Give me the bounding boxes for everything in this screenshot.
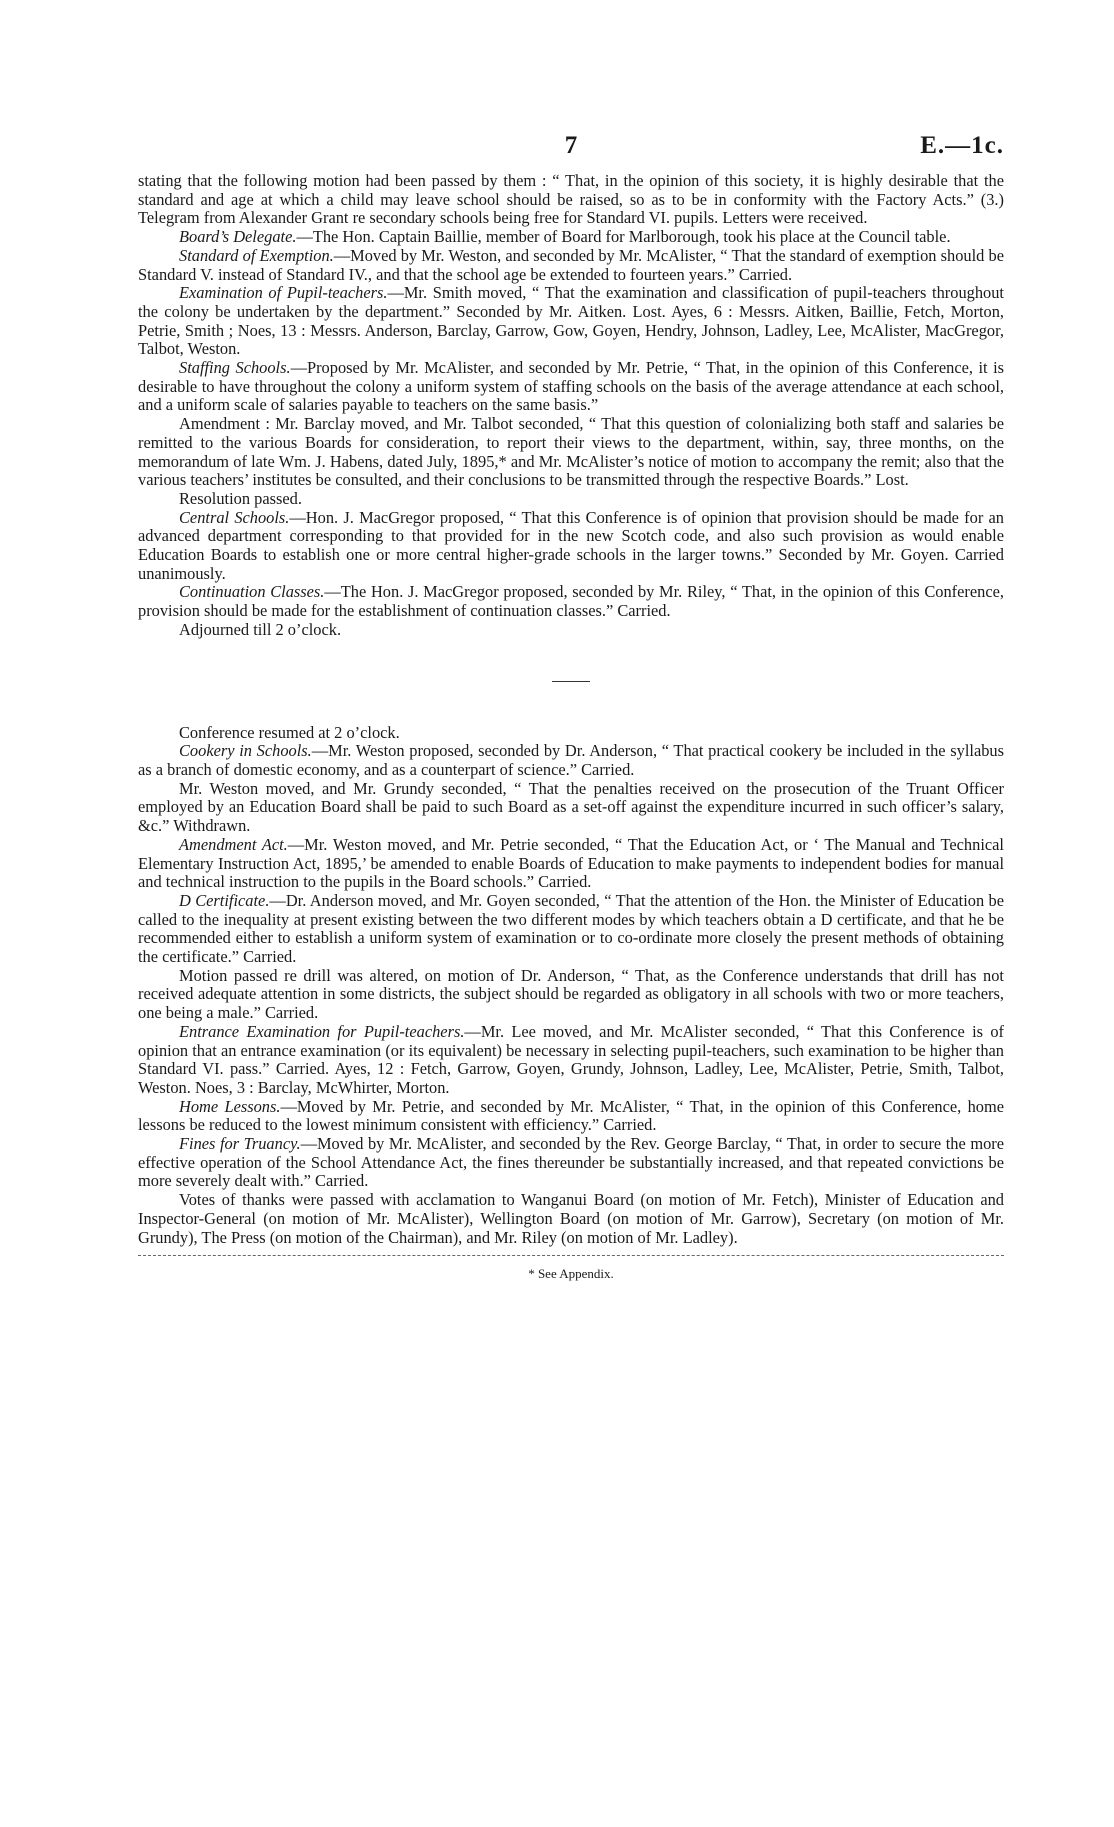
paragraph-15: [138, 967, 1004, 1023]
paragraph-text: Motion passed re drill was altered, on motion of Dr. Anderson, “ That, as the Conference understands that drill has not received adequate attention in some districts, the subject should be regarded as obligatory in all schools with two or more teachers, one being a male.” Carried.: [138, 965, 1004, 1023]
topic-heading: Examination of Pupil-teachers.: [179, 283, 388, 303]
paragraph-text: —Mr. Smith moved, “ That the examination and classification of pupil-teachers throughout the colony be undertaken by the department.” Seconded by Mr. Aitken. Lost. Ayes, 6 : Messrs. Aitken, Baillie, Fetch, Morton, Petrie, Smith ; Noes, 13 : Messrs. Anderson, Barclay, Garrow, Gow, Goyen, Hendry, Johnson, Ladley, Lee, McAlister, MacGregor, Talbot, Weston.: [138, 283, 1004, 359]
topic-heading: Amendment Act.: [179, 834, 288, 854]
topic-heading: Continuation Classes.: [179, 582, 325, 602]
page-header: [138, 132, 1004, 172]
paragraph-text: —Moved by Mr. Petrie, and seconded by Mr. McAlister, “ That, in the opinion of this Conference, home lessons be reduced to the lowest minimum consistent with efficiency.” Carried.: [138, 1096, 1004, 1135]
paragraph-4: [138, 359, 1004, 415]
topic-heading: Board’s Delegate.: [179, 227, 297, 247]
paragraph-text: —Moved by Mr. Weston, and seconded by Mr. McAlister, “ That the standard of exemption should be Standard V. instead of Standard IV., and that the school age be extended to fourteen years.” Carried.: [138, 245, 1004, 284]
paragraph-text: Votes of thanks were passed with acclamation to Wanganui Board (on motion of Mr. Fetch), Minister of Education and Inspector-General (on motion of Mr. McAlister), Wellington Board (on motion of Mr. Garrow), Secretary (on motion of Mr. Grundy), The Press (on motion of the Chairman), and Mr. Riley (on motion of Mr. Ladley).: [138, 1190, 1004, 1247]
topic-heading: Standard of Exemption.: [179, 245, 334, 265]
paragraph-text: stating that the following motion had been passed by them : “ That, in the opinion of this society, it is highly desirable that the standard and age at which a child may leave school should be raised, so as to be in conformity with the Factory Acts.” (3.) Telegram from Alexander Grant re secondary schools being free for Standard VI. pupils. Letters were received.: [138, 171, 1004, 228]
paragraph-text: Conference resumed at 2 o’clock.: [179, 722, 400, 742]
paragraph-18: [138, 1135, 1004, 1191]
paragraph-text: Resolution passed.: [179, 488, 302, 508]
paragraph-5: [138, 415, 1004, 490]
paragraph-12: [138, 780, 1004, 836]
footnote: * See Appendix.: [528, 1266, 614, 1282]
paragraph-text: —Mr. Weston moved, and Mr. Petrie seconded, “ That the Education Act, or ‘ The Manual and Technical Elementary Instruction Act, 1895,’ be amended to enable Boards of Education to make payments to independent bodies for manual and technical instruction to the pupils in the Board schools.” Carried.: [138, 834, 1004, 892]
topic-heading: D Certificate.: [179, 890, 270, 910]
paragraph-text: —Mr. Weston proposed, seconded by Dr. Anderson, “ That practical cookery be included in the syllabus as a branch of domestic economy, and as a counterpart of science.” Carried.: [138, 741, 1005, 779]
paragraph-text: —The Hon. J. MacGregor proposed, seconded by Mr. Riley, “ That, in the opinion of this Conference, provision should be made for the establishment of continuation classes.” Carried.: [138, 582, 1004, 621]
paragraph-text: Mr. Weston moved, and Mr. Grundy seconded, “ That the penalties received on the prosecution of the Truant Officer employed by an Education Board shall be paid to such Board as a set-off against the expenditure incurred in such officer’s salary, &c.” Withdrawn.: [138, 778, 1004, 836]
topic-heading: Home Lessons.: [179, 1096, 281, 1116]
morning-session: [138, 172, 1004, 640]
paragraph-text: Adjourned till 2 o’clock.: [179, 619, 342, 639]
topic-heading: Entrance Examination for Pupil-teachers.: [179, 1021, 465, 1041]
paragraph-text: —Moved by Mr. McAlister, and seconded by the Rev. George Barclay, “ That, in order to secure the more effective operation of the School Attendance Act, the fines thereunder be substantially increased, and that repeated convictions be more severely dealt with.” Carried.: [138, 1134, 1004, 1191]
topic-heading: Staffing Schools.: [179, 358, 291, 378]
paragraph-text: —The Hon. Captain Baillie, member of Board for Marlborough, took his place at the Council table.: [296, 227, 951, 247]
paragraph-7: [138, 509, 1004, 584]
paragraph-1: [138, 228, 1004, 247]
paragraph-6: [138, 490, 1004, 509]
paragraph-8: [138, 583, 1004, 620]
document-page: [138, 132, 1004, 1282]
paragraph-11: [138, 742, 1004, 779]
paragraph-text: —Mr. Lee moved, and Mr. McAlister seconded, “ That this Conference is of opinion that an entrance examination (or its equivalent) be necessary in selecting pupil-teachers, such examination to be higher than Standard VI. pass.” Carried. Ayes, 12 : Fetch, Garrow, Goyen, Grundy, Johnson, Ladley, Lee, McAlister, Petrie, Smith, Talbot, Weston. Noes, 3 : Barclay, McWhirter, Morton.: [138, 1021, 1004, 1097]
paragraph-text: —Hon. J. MacGregor proposed, “ That this Conference is of opinion that provision should be made for an advanced department corresponding to that provided for in the new Scotch code, and also such provision as would enable Education Boards to establish one or more central higher-grade schools in the larger towns.” Seconded by Mr. Goyen. Carried unanimously.: [138, 507, 1004, 583]
topic-heading: Fines for Truancy.: [179, 1134, 301, 1154]
topic-heading: Cookery in Schools.: [179, 741, 312, 761]
page-number: 7: [564, 132, 578, 159]
paragraph-19: [138, 1191, 1004, 1247]
paragraph-2: [138, 247, 1004, 284]
afternoon-session: [138, 724, 1004, 1248]
paragraph-13: [138, 836, 1004, 892]
paragraph-14: [138, 892, 1004, 967]
paragraph-16: [138, 1023, 1004, 1098]
section-separator: [138, 640, 1004, 724]
document-reference: E.—1c.: [920, 132, 1004, 159]
separator-rule: [552, 681, 590, 682]
paragraph-text: —Proposed by Mr. McAlister, and seconded by Mr. Petrie, “ That, in the opinion of this Conference, it is desirable to have throughout the colony a uniform system of staffing schools on the basis of the average attendance at each school, and a uniform scale of salaries payable to teachers on the same basis.”: [138, 358, 1005, 415]
topic-heading: Central Schools.: [179, 507, 290, 527]
paragraph-text: —Dr. Anderson moved, and Mr. Goyen seconded, “ That the attention of the Hon. the Minister of Education be called to the inequality at present existing between the two different modes by which teachers obtain a D certificate, and that he be recommended either to establish a uniform system of examination or to co-ordinate more closely the present methods of obtaining the certificate.” Carried.: [138, 890, 1004, 967]
paragraph-0: [138, 172, 1004, 228]
footnote-rule: [138, 1255, 1004, 1256]
paragraph-10: [138, 724, 1004, 743]
paragraph-text: Amendment : Mr. Barclay moved, and Mr. Talbot seconded, “ That this question of colonializing both staff and salaries be remitted to the various Boards for consideration, to report their views to the department, within, say, three months, on the memorandum of late Wm. J. Habens, dated July, 1895,* and Mr. McAlister’s notice of motion to accompany the remit; also that the various teachers’ institutes be consulted, and their conclusions to be transmitted through the respective Boards.” Lost.: [138, 414, 1004, 490]
paragraph-9: [138, 621, 1004, 640]
paragraph-3: [138, 284, 1004, 359]
paragraph-17: [138, 1098, 1004, 1135]
